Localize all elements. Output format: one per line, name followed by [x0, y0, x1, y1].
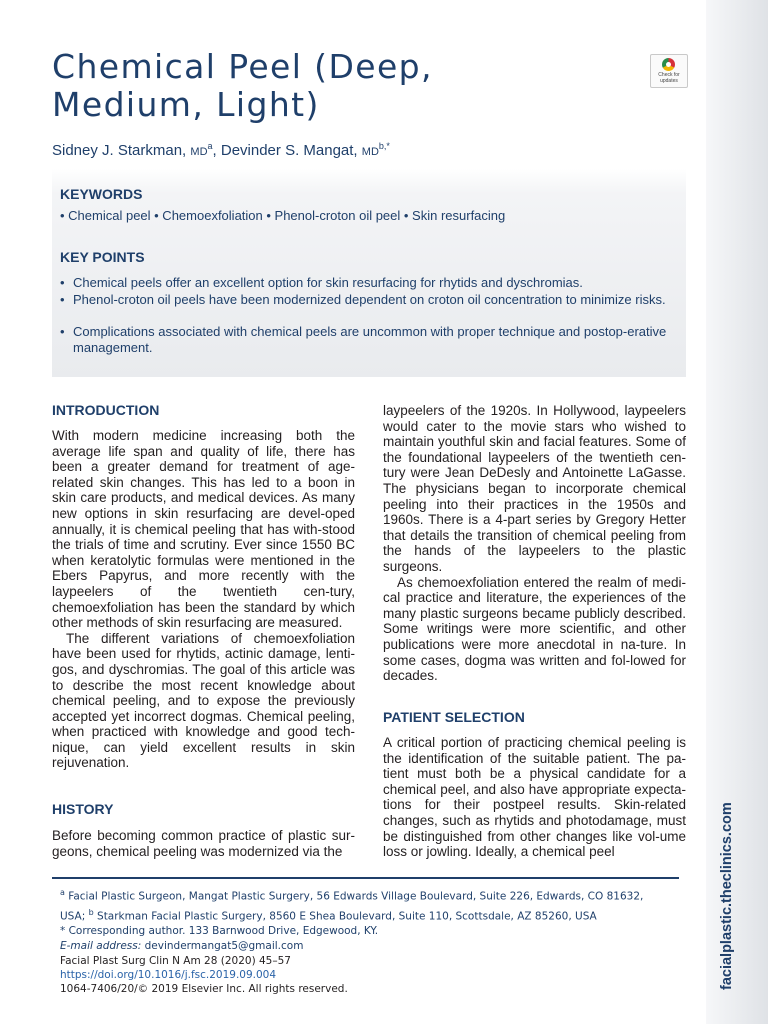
key-point-text: Complications associated with chemical peels are uncommon with proper technique and postop-erative management. [73, 324, 667, 355]
email-label: E-mail address: [60, 940, 142, 952]
citation-block [60, 955, 348, 996]
paragraph: As chemoexfoliation entered the realm of medi-cal practice and literature, the experiences of the many plastic surgeons became publicly described. Some writings were more scientific, and other publications were more anecdotal in na-ture. In some cases, dogma was written and fol-lowed for decades. [383, 574, 686, 684]
author-name: , Devinder S. Mangat, [212, 142, 362, 159]
article-title [52, 48, 572, 124]
affiliation-marker: b [88, 907, 94, 917]
author-name: Sidney J. Starkman, [52, 142, 191, 159]
corresponding-author: * Corresponding author. 133 Barnwood Drive, Edgewood, KY. [60, 925, 379, 937]
patient-selection-heading: PATIENT SELECTION [383, 709, 525, 725]
email-line [60, 939, 690, 954]
author-degree: MD [361, 146, 379, 158]
affiliation-prefix: USA; [60, 910, 89, 922]
history-body [52, 828, 355, 859]
key-point-text: Phenol-croton oil peels have been modernized dependent on croton oil concentration to minimize risks. [73, 292, 666, 307]
paragraph: A critical portion of practicing chemical peeling is the identification of the suitable patient. The pa-tient must both be a physical candidate for a chemical peel, and also have appropriate expecta-tions for their postpeel results. Skin-related changes, such as rhytids and photodamage, must be distinguished from other changes like vol-ume loss or jowling. Ideally, a chemical peel [383, 735, 686, 860]
paragraph: With modern medicine increasing both the average life span and quality of life, there has been a greater demand for treatment of age-related skin changes. This has led to a boon in skin care products, and medical devices. As many new options in skin resurfacing are devel-oped annually, it is chemical peeling that has with-stood the trials of time and scrutiny. Ever since 1550 BC when keratolytic formulas were mentioned in the Ebers Papyrus, and more recently with the laypeelers of the twentieth cen-tury, chemoexfoliation has been the standard by which other methods of skin resurfacing are measured. [52, 428, 355, 631]
doi-link[interactable]: https://doi.org/10.1016/j.fsc.2019.09.004 [60, 968, 277, 981]
affiliation-a [60, 885, 690, 905]
paragraph: Before becoming common practice of plastic sur-geons, chemical peeling was modernized via the [52, 828, 355, 859]
check-for-updates-label: Check for updates [658, 72, 680, 84]
author-affiliation-marker: b,* [378, 141, 390, 151]
introduction-body [52, 428, 355, 771]
key-point-item: • Chemical peels offer an excellent option for skin resurfacing for rhytids and dyschromias. [60, 275, 670, 291]
patient-selection-body [383, 735, 686, 860]
affiliation-b [60, 905, 690, 925]
author-list [52, 141, 390, 159]
crossmark-icon [662, 58, 675, 71]
author-degree: MD [190, 146, 208, 158]
history-heading: HISTORY [52, 801, 114, 817]
journal-website-vertical[interactable]: facialplastic.theclinics.com [719, 802, 735, 990]
keywords-list: • Chemical peel • Chemoexfoliation • Phenol-croton oil peel • Skin resurfacing [60, 208, 506, 223]
journal-sidebar [706, 0, 768, 1024]
author-affiliation-marker: a [207, 141, 213, 151]
title-line-2: Medium, Light) [52, 85, 320, 124]
affiliations-footnote [60, 885, 690, 954]
paragraph: The different variations of chemoexfoliation have been used for rhytids, actinic damage, lenti-gos, and dyschromias. The goal of this article was to describe the most recent knowledge about chemical peeling, and to expose the previously accepted yet incorrect dogmas. Chemical peeling, when practiced with knowledge and good tech-nique, can yield excellent results in skin rejuvenation. [52, 630, 355, 771]
introduction-heading: INTRODUCTION [52, 402, 160, 418]
affiliation-text: Facial Plastic Surgeon, Mangat Plastic Surgery, 56 Edwards Village Boulevard, Suite 226, Edwards, CO 81632, [64, 890, 644, 903]
journal-citation: Facial Plast Surg Clin N Am 28 (2020) 45–57 [60, 955, 291, 967]
footnote-divider [52, 877, 679, 879]
title-line-1: Chemical Peel (Deep, [52, 47, 433, 86]
check-for-updates-badge[interactable] [650, 54, 688, 88]
email-address[interactable]: devindermangat5@gmail.com [141, 940, 304, 952]
key-point-item: • Phenol-croton oil peels have been modernized dependent on croton oil concentration to minimize risks. [60, 292, 670, 308]
key-point-item: • Complications associated with chemical peels are uncommon with proper technique and postop-erative management. [60, 324, 670, 355]
keywords-keypoints-box [52, 169, 686, 377]
paragraph: laypeelers of the 1920s. In Hollywood, laypeelers would cater to the movie stars who wished to maintain youthful skin and facial features. Some of the foundational laypeelers of the twentieth cen-tury were Jean DeDesly and Antoinette LaGasse. The physicians began to incorporate chemical peeling into their practices in the 1950s and 1960s. There is a 4-part series by Gregory Hetter that details the transition of chemical peeling from the hands of the laypeelers to the plastic surgeons. [383, 403, 686, 574]
key-point-text: Chemical peels offer an excellent option for skin resurfacing for rhytids and dyschromias. [73, 275, 583, 290]
affiliation-marker: a [60, 888, 65, 897]
key-points-heading: KEY POINTS [60, 249, 145, 265]
keywords-heading: KEYWORDS [60, 186, 143, 202]
affiliation-text: Starkman Facial Plastic Surgery, 8560 E Shea Boulevard, Suite 110, Scottsdale, AZ 85260, USA [93, 910, 597, 922]
copyright-line: 1064-7406/20/© 2019 Elsevier Inc. All rights reserved. [60, 982, 348, 995]
history-continued-body [383, 403, 686, 684]
